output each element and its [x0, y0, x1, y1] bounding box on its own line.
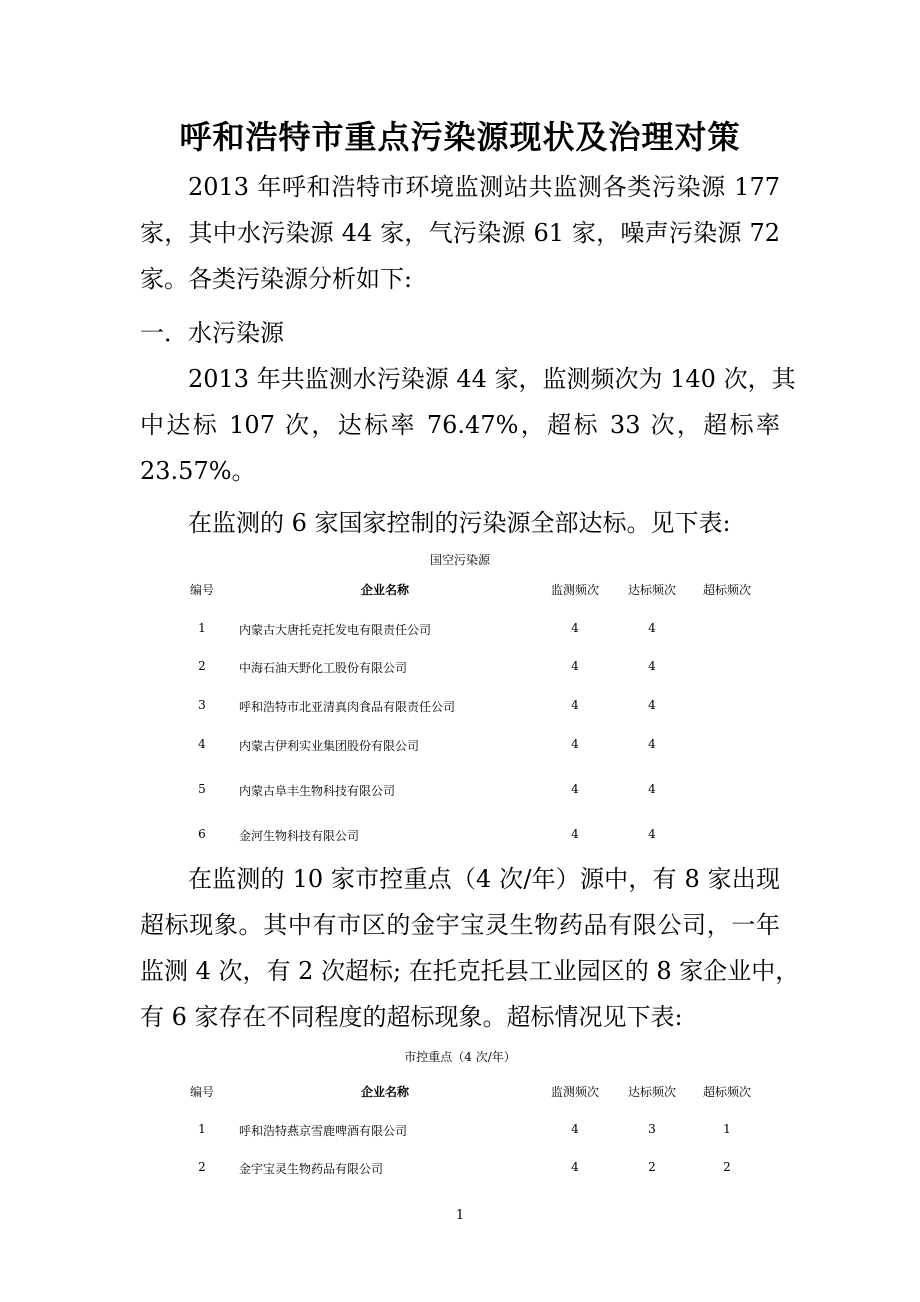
- cell-no: 2: [198, 1160, 206, 1174]
- cell-pass-count: 4: [648, 698, 656, 712]
- para3: 在监测的 6 家国家控制的污染源全部达标。见下表:: [188, 509, 731, 537]
- cell-monitor-count: 4: [571, 698, 579, 712]
- para2-line3: 23.57%。: [140, 457, 256, 485]
- cell-pass-count: 4: [648, 827, 656, 841]
- section-heading-water: 一．水污染源: [140, 319, 284, 347]
- cell-no: 1: [198, 1122, 206, 1136]
- cell-company-name: 金河生物科技有限公司: [239, 829, 360, 843]
- table-row: [0, 782, 920, 800]
- cell-no: 1: [198, 621, 206, 635]
- table-row: [0, 827, 920, 845]
- cell-monitor-count: 4: [571, 659, 579, 673]
- para4-line4: 有 6 家存在不同程度的超标现象。超标情况见下表:: [140, 1003, 683, 1031]
- cell-no: 6: [198, 827, 206, 841]
- header-pass: 达标频次: [627, 583, 676, 597]
- header-pass: 达标频次: [627, 1085, 676, 1099]
- table-row: [0, 621, 920, 639]
- cell-company-name: 金宇宝灵生物药品有限公司: [239, 1162, 384, 1176]
- cell-no: 3: [198, 698, 206, 712]
- header-monitor: 监测频次: [550, 583, 599, 597]
- table-row: [0, 698, 920, 716]
- header-no: 编号: [189, 1085, 214, 1099]
- cell-pass-count: 4: [648, 659, 656, 673]
- cell-no: 5: [198, 782, 206, 796]
- cell-monitor-count: 4: [571, 1122, 579, 1136]
- document-title: 呼和浩特市重点污染源现状及治理对策: [179, 118, 741, 156]
- header-over: 超标频次: [702, 583, 751, 597]
- table1-caption: 国空污染源: [429, 553, 490, 567]
- cell-company-name: 内蒙古阜丰生物科技有限公司: [239, 784, 396, 798]
- cell-over-count: 1: [723, 1122, 731, 1136]
- cell-no: 2: [198, 659, 206, 673]
- cell-monitor-count: 4: [571, 737, 579, 751]
- header-no: 编号: [189, 583, 214, 597]
- table2-caption: 市控重点（4 次/年）: [404, 1050, 516, 1064]
- page-number: 1: [455, 1208, 465, 1223]
- table-row: [0, 737, 920, 755]
- para1-line1: 2013 年呼和浩特市环境监测站共监测各类污染源 177: [188, 173, 780, 201]
- table-header-row: [0, 1083, 920, 1101]
- cell-no: 4: [198, 737, 206, 751]
- table-row: [0, 1160, 920, 1178]
- cell-pass-count: 3: [648, 1122, 656, 1136]
- para2-line2: 中达标 107 次，达标率 76.47%，超标 33 次，超标率: [140, 411, 780, 439]
- cell-over-count: 2: [723, 1160, 731, 1174]
- cell-company-name: 内蒙古大唐托克托发电有限责任公司: [239, 623, 432, 637]
- cell-monitor-count: 4: [571, 1160, 579, 1174]
- para4-line1: 在监测的 10 家市控重点（4 次/年）源中，有 8 家出现: [188, 865, 780, 893]
- table-header-row: [0, 581, 920, 599]
- table-row: [0, 1122, 920, 1140]
- cell-company-name: 内蒙古伊利实业集团股份有限公司: [239, 739, 420, 753]
- para1-line3: 家。各类污染源分析如下:: [140, 265, 413, 293]
- cell-pass-count: 4: [648, 621, 656, 635]
- cell-monitor-count: 4: [571, 782, 579, 796]
- header-name: 企业名称: [360, 1085, 409, 1099]
- para1-line2: 家，其中水污染源 44 家，气污染源 61 家，噪声污染源 72: [140, 219, 780, 247]
- cell-pass-count: 2: [648, 1160, 656, 1174]
- para2-line1: 2013 年共监测水污染源 44 家，监测频次为 140 次，其: [188, 365, 796, 393]
- header-monitor: 监测频次: [550, 1085, 599, 1099]
- para4-line3: 监测 4 次，有 2 次超标; 在托克托县工业园区的 8 家企业中，: [140, 957, 800, 985]
- cell-pass-count: 4: [648, 782, 656, 796]
- para4-line2: 超标现象。其中有市区的金宇宝灵生物药品有限公司，一年: [140, 911, 780, 939]
- header-over: 超标频次: [702, 1085, 751, 1099]
- cell-company-name: 呼和浩特市北亚清真肉食品有限责任公司: [239, 700, 456, 714]
- cell-company-name: 呼和浩特燕京雪鹿啤酒有限公司: [239, 1124, 408, 1138]
- header-name: 企业名称: [360, 583, 409, 597]
- cell-monitor-count: 4: [571, 827, 579, 841]
- cell-pass-count: 4: [648, 737, 656, 751]
- cell-monitor-count: 4: [571, 621, 579, 635]
- cell-company-name: 中海石油天野化工股份有限公司: [239, 661, 408, 675]
- table-row: [0, 659, 920, 677]
